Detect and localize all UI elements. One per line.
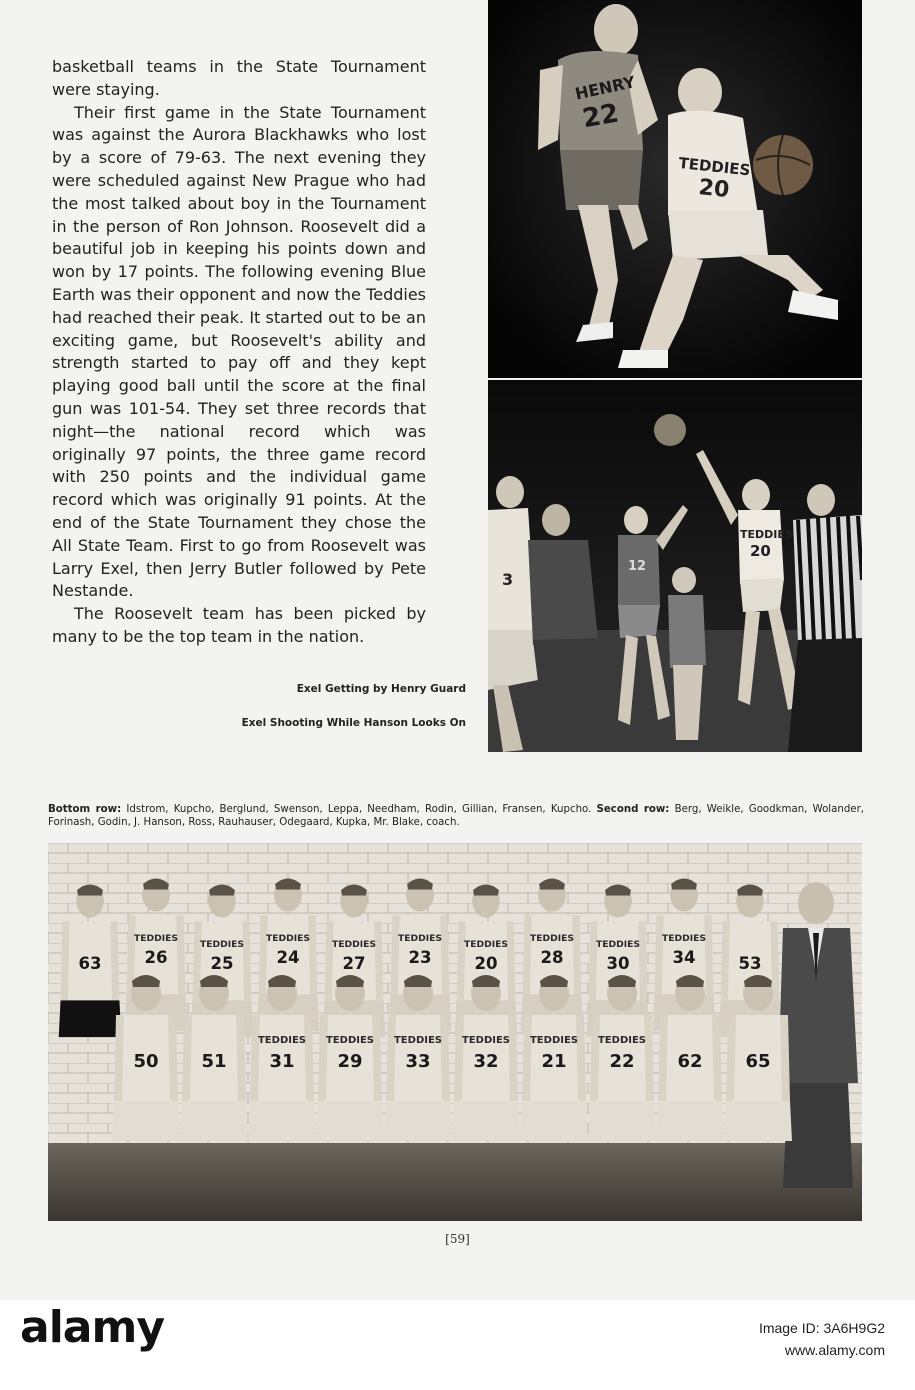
- back-row-jersey-word: TEDDIES: [397, 933, 443, 944]
- front-row-jersey-word: TEDDIES: [597, 1035, 647, 1046]
- front-row-jersey-word: TEDDIES: [257, 1035, 307, 1046]
- left-jersey-number: 3: [502, 570, 514, 589]
- article-paragraph-3: The Roosevelt team has been picked by many to be the top team in the nation.: [52, 604, 426, 646]
- back-row-jersey-number: 23: [408, 948, 432, 968]
- front-row-jersey-number: 33: [405, 1051, 431, 1072]
- back-row-jersey-word: TEDDIES: [265, 933, 311, 944]
- front-row-jersey-number: 65: [745, 1051, 771, 1072]
- back-row-jersey-number: 20: [474, 954, 498, 974]
- back-row-jersey-word: TEDDIES: [199, 939, 245, 950]
- henry-jersey-text: HENRY: [573, 72, 637, 104]
- basketball: [654, 414, 686, 446]
- back-row-jersey-number: 28: [540, 948, 564, 968]
- shooter-jersey-number: 20: [750, 542, 771, 560]
- caption-second-row-names: Berg, Weikle, Goodkman, Wolander, Forinash, Godin, J. Hanson, Ross, Rauhauser, Odegaard, Kupka, Mr. Blake, coach.: [48, 804, 864, 828]
- back-row-jersey-number: 26: [144, 948, 168, 968]
- back-row-jersey-number: 25: [210, 954, 234, 974]
- teddies-jersey-number: 20: [697, 175, 731, 204]
- caption-second-row-label: Second row:: [596, 804, 670, 815]
- article-body: [52, 56, 426, 649]
- back-row-jersey-number: 24: [276, 948, 300, 968]
- alamy-image-id: Image ID: 3A6H9G2: [758, 1320, 885, 1336]
- back-row-jersey-number: 34: [672, 948, 696, 968]
- front-row-jersey-word: TEDDIES: [393, 1035, 443, 1046]
- back-row-jersey-word: TEDDIES: [529, 933, 575, 944]
- front-row-jersey-number: 29: [337, 1051, 363, 1072]
- front-row-jersey-number: 51: [201, 1051, 227, 1072]
- back-row-jersey-number: 63: [78, 954, 102, 974]
- front-row-jersey-word: TEDDIES: [461, 1035, 511, 1046]
- front-row-jersey-number: 62: [677, 1051, 703, 1072]
- referee-figure: [788, 484, 862, 752]
- front-row-jersey-number: 32: [473, 1051, 499, 1072]
- team-back-row: [59, 878, 782, 1037]
- alamy-logo: alamy: [20, 1302, 164, 1353]
- caption-middle-photo: Exel Shooting While Hanson Looks On: [241, 717, 466, 729]
- team-photo-caption: [48, 803, 864, 829]
- back-row-jersey-word: TEDDIES: [133, 933, 179, 944]
- teddies-jersey-text: TEDDIES: [677, 153, 752, 180]
- front-row-jersey-number: 22: [609, 1051, 635, 1072]
- team-photo: [48, 843, 862, 1221]
- center-jersey-number: 12: [628, 559, 647, 574]
- caption-bottom-row-names: Idstrom, Kupcho, Berglund, Swenson, Leppa, Needham, Rodin, Gillian, Fransen, Kupcho.: [126, 804, 592, 815]
- back-row-jersey-number: 27: [342, 954, 366, 974]
- alamy-url: www.alamy.com: [784, 1342, 885, 1358]
- shooter-jersey-text: TEDDIES: [740, 528, 793, 541]
- caption-top-photo: Exel Getting by Henry Guard: [296, 683, 466, 695]
- article-paragraph-2: Their first game in the State Tournament was against the Aurora Blackhawks who lost by a score of 79-63. The next evening they were scheduled against New Prague who had the most talked about boy in the Tournament in the person of Ron Johnson. Roosevelt did a beautiful job in keeping his points down and won by 17 points. The following evening Blue Earth was their opponent and now the Teddies had reached their peak. It started out to be an exciting game, but Roosevelt's ability and strength started to pay off and they kept playing good ball until the score at the final gun was 101-54. They set three records that night—the national record which was originally 97 points, the three game record with 250 points and the individual game record which was originally 91 points. At the end of the State Tournament they chose the All State Team. First to go from Roosevelt was Larry Exel, then Jerry Butler followed by Pete Nestande.: [52, 102, 426, 601]
- front-row-jersey-word: TEDDIES: [529, 1035, 579, 1046]
- back-row-jersey-word: TEDDIES: [595, 939, 641, 950]
- front-row-jersey-word: TEDDIES: [325, 1035, 375, 1046]
- front-row-jersey-number: 21: [541, 1051, 567, 1072]
- back-row-jersey-word: TEDDIES: [661, 933, 707, 944]
- page-number: [59]: [445, 1232, 470, 1246]
- back-row-jersey-word: TEDDIES: [463, 939, 509, 950]
- photo-exel-getting-by-henry: [488, 0, 862, 378]
- back-row-jersey-word: TEDDIES: [331, 939, 377, 950]
- front-row-jersey-number: 31: [269, 1051, 295, 1072]
- front-row-jersey-number: 50: [133, 1051, 159, 1072]
- henry-jersey-number: 22: [580, 98, 622, 135]
- back-row-jersey-number: 30: [606, 954, 630, 974]
- article-paragraph-1: basketball teams in the State Tournament were staying.: [52, 57, 426, 99]
- back-row-jersey-number: 53: [738, 954, 762, 974]
- caption-bottom-row-label: Bottom row:: [48, 804, 122, 815]
- photo-exel-shooting: [488, 380, 862, 752]
